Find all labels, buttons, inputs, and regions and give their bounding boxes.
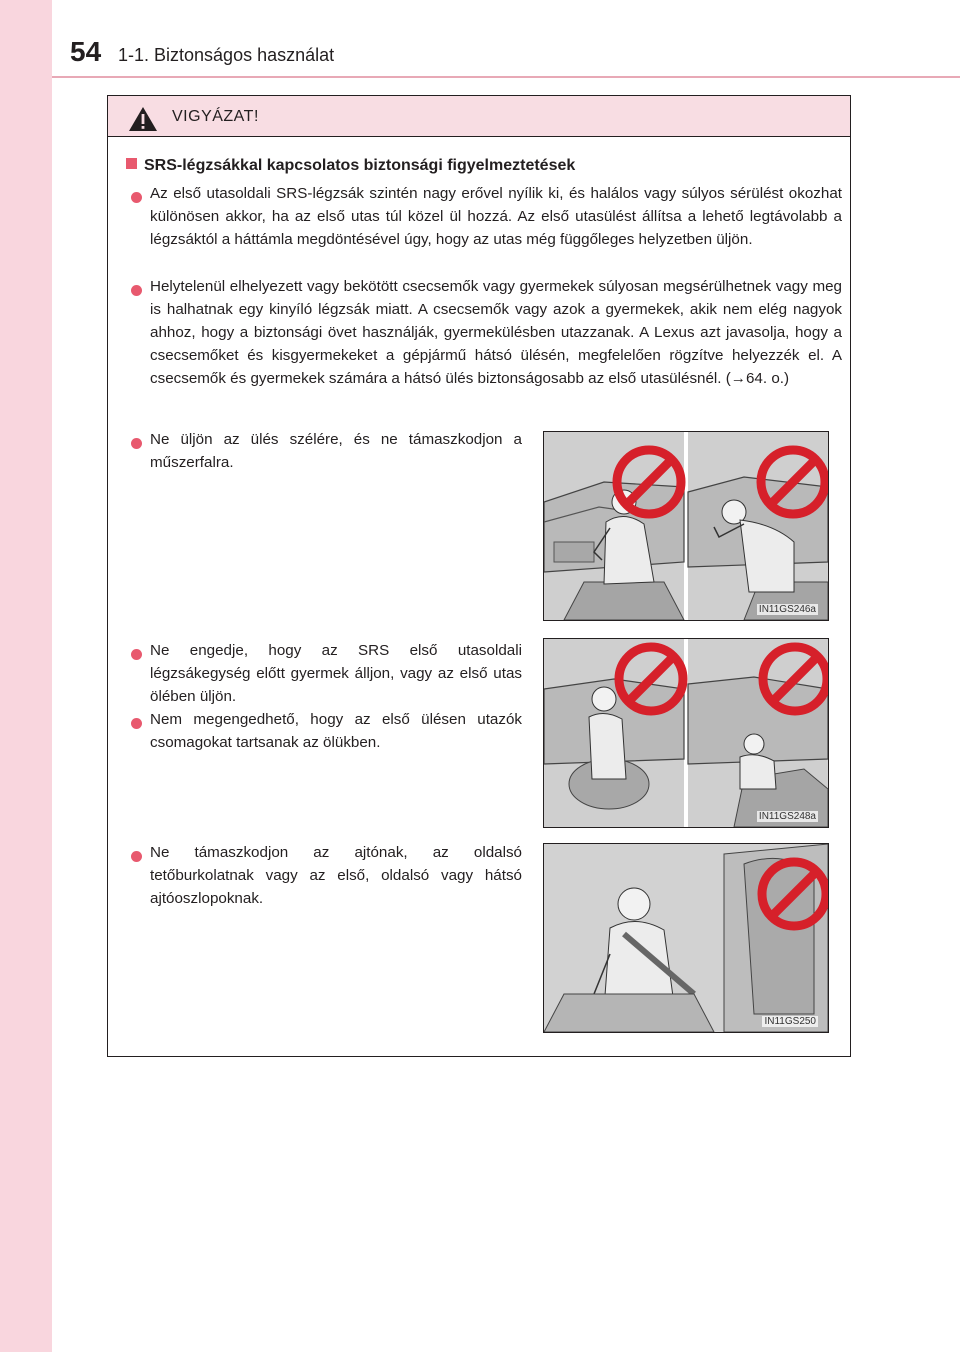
page-number: 54 xyxy=(70,36,102,67)
warning-item: Ne üljön az ülés szélére, és ne támaszkodjon a műszerfalra. xyxy=(150,431,522,471)
bullet-dot-icon xyxy=(131,851,142,862)
bullet-dot-icon xyxy=(131,438,142,449)
warning-item: Nem megengedhető, hogy az első ülésen utazók csomagokat tartsanak az ölükben. xyxy=(150,711,522,751)
warning-item: Helytelenül elhelyezett vagy bekötött csecsemők vagy gyermekek súlyosan megsérülhetnek vagy meg is halhatnak egy kinyíló légzsák miatt. A csecsemők vagy azok a gyermekek, akik nem elég nagyok ahhoz, hogy a biztonsági övet használják, gyermekülésben utazzanak. A Lexus azt javasolja, hogy a csecsemőket és kisgyermekeket a gépjármű hátsó ülésén, megfelelően rögzítve helyezzék el. A csecsemők és gyermekek számára a hátsó ülés biztonságosabb az első utasülésnél. (→64. o.) xyxy=(150,278,842,387)
illustration-leaning-on-door xyxy=(543,843,829,1033)
subtitle-text: SRS-légzsákkal kapcsolatos biztonsági figyelmeztetések xyxy=(144,157,576,174)
section-title: 1-1. Biztonságos használat xyxy=(118,45,335,65)
warning-label: VIGYÁZAT! xyxy=(172,108,259,125)
header-divider xyxy=(52,76,960,78)
illustration-leaning-on-dashboard xyxy=(543,431,829,621)
warning-item: Az első utasoldali SRS-légzsák szintén nagy erővel nyílik ki, és halálos vagy súlyos sérülést okozhat különösen akkor, ha az első utas túl közel ül hozzá. Az első utasülést állítsa a lehető legtávolabb a légzsáktól a háttámla megdöntésével úgy, hogy az utas még függőleges helyzetben üljön. xyxy=(150,185,842,248)
illustration-code: IN11GS250 xyxy=(764,1016,816,1027)
bullet-dot-icon xyxy=(131,192,142,203)
illustration-code: IN11GS248a xyxy=(758,811,816,822)
bullet-dot-icon xyxy=(131,285,142,296)
square-bullet-icon xyxy=(126,158,137,169)
warning-box xyxy=(107,95,851,1057)
illustration-code: IN11GS246a xyxy=(758,604,816,615)
warning-triangle-icon xyxy=(128,106,158,132)
warning-item: Ne támaszkodjon az ajtónak, az oldalsó tetőburkolatnak vagy az első, oldalsó vagy hátsó ajtóoszlopoknak. xyxy=(150,844,522,907)
warning-header xyxy=(108,96,850,137)
side-color-strip xyxy=(0,0,52,1352)
section-subtitle xyxy=(126,156,575,175)
bullet-dot-icon xyxy=(131,649,142,660)
bullet-dot-icon xyxy=(131,718,142,729)
warning-item: Ne engedje, hogy az SRS első utasoldali légzsákegység előtt gyermek álljon, vagy az első utas ölében üljön. xyxy=(150,642,522,705)
illustration-child-near-airbag xyxy=(543,638,829,828)
